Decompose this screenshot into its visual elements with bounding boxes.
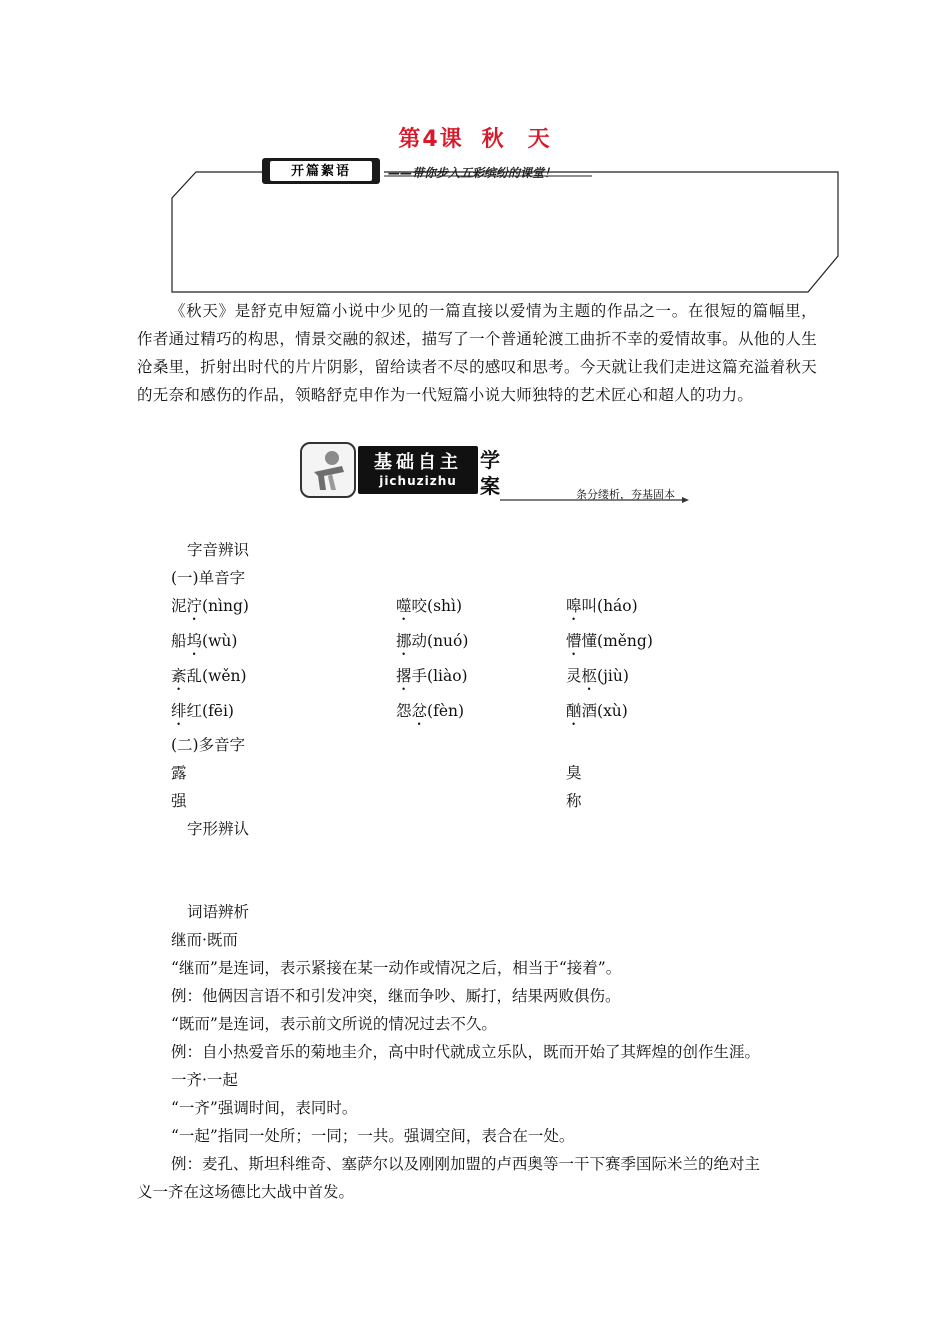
section-banner xyxy=(300,442,690,502)
lesson-number: 第4课 xyxy=(398,127,464,152)
title-word-2: 天 xyxy=(527,127,552,152)
banner-title: 基础自主 xyxy=(374,452,462,473)
banner-xue: 学 xyxy=(480,448,500,472)
shape-heading: 字形辨认 xyxy=(187,820,250,838)
list-item: 酗酒(xù) xyxy=(566,702,628,720)
list-item: 懵懂(měng) xyxy=(566,632,653,650)
word-line: “既而”是连词，表示前文所说的情况过去不久。 xyxy=(171,1015,497,1033)
list-item: 挪动(nuó) xyxy=(396,632,469,650)
opening-tag xyxy=(262,158,380,184)
word-line: “一齐”强调时间，表同时。 xyxy=(171,1099,358,1117)
list-item: 绯红(fēi) xyxy=(171,702,234,720)
word-pair: 一齐·一起 xyxy=(171,1071,238,1089)
list-item: 灵柩(jiù) xyxy=(566,667,629,685)
banner-arrow xyxy=(500,496,690,504)
banner-pinyin: jichuzizhu xyxy=(379,474,457,488)
opening-frame xyxy=(0,0,950,300)
list-item: 噬咬(shì) xyxy=(396,597,463,615)
word-line: 例：麦孔、斯坦科维奇、塞萨尔以及刚刚加盟的卢西奥等一干下赛季国际米兰的绝对主 xyxy=(171,1155,761,1173)
pronunciation-heading: 字音辨识 xyxy=(187,541,250,559)
word-line: “一起”指同一处所；一同；一共。强调空间，表合在一处。 xyxy=(171,1127,575,1145)
list-item: 露 xyxy=(171,764,187,782)
banner-an: 案 xyxy=(480,474,500,498)
multi-heading: (二)多音字 xyxy=(171,736,246,754)
figure-icon xyxy=(300,442,356,498)
list-item: 强 xyxy=(171,792,187,810)
single-heading: (一)单音字 xyxy=(171,569,246,587)
list-item: 嗥叫(háo) xyxy=(566,597,638,615)
word-pair: 继而·既而 xyxy=(171,931,238,949)
list-item: 撂手(liào) xyxy=(396,667,468,685)
words-heading: 词语辨析 xyxy=(187,903,250,921)
banner-subtitle: 条分缕析，夯基固本 xyxy=(576,488,675,501)
opening-tag-label: 开篇絮语 xyxy=(270,161,372,181)
word-line: 例：他俩因言语不和引发冲突，继而争吵、厮打，结果两败俱伤。 xyxy=(171,987,621,1005)
word-line: 例：自小热爱音乐的菊地圭介，高中时代就成立乐队，既而开始了其辉煌的创作生涯。 xyxy=(171,1043,761,1061)
list-item: 臭 xyxy=(566,764,582,782)
list-item: 泥泞(nìng) xyxy=(171,597,249,615)
title-word-1: 秋 xyxy=(481,127,506,152)
list-item: 怨忿(fèn) xyxy=(396,702,465,720)
list-item: 船坞(wù) xyxy=(171,632,238,650)
opening-tagline: ——带你步入五彩缤纷的课堂！ xyxy=(388,166,557,180)
list-item: 称 xyxy=(566,792,582,810)
word-line: “继而”是连词，表示紧接在某一动作或情况之后，相当于“接着”。 xyxy=(171,959,622,977)
intro-paragraph: 《秋天》是舒克申短篇小说中少见的一篇直接以爱情为主题的作品之一。在很短的篇幅里，作者通过精巧的构思，情景交融的叙述，描写了一个普通轮渡工曲折不幸的爱情故事。从他的人生沧桑里，折射出时代的片片阴影，留给读者不尽的感叹和思考。今天就让我们走进这篇充溢着秋天的无奈和感伤的作品，领略舒克申作为一代短篇小说大师独特的艺术匠心和超人的功力。 xyxy=(137,302,817,404)
word-line: 义一齐在这场德比大战中首发。 xyxy=(137,1183,355,1201)
list-item: 紊乱(wěn) xyxy=(171,667,247,685)
banner-main xyxy=(358,446,478,494)
